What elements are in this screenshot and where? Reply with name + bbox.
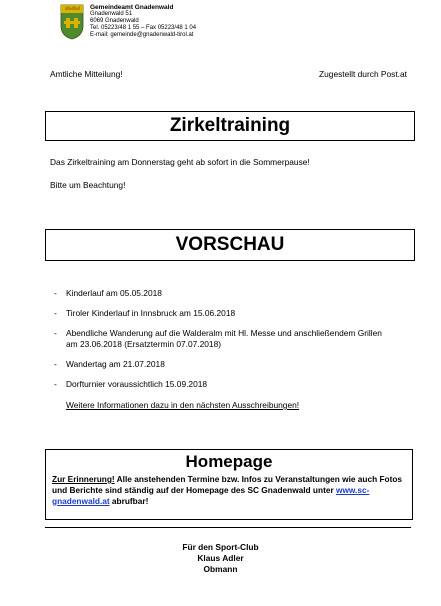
homepage-link[interactable]: www.sc-gnadenwald.at [52,484,370,506]
signature-role: Obmann [203,564,238,574]
list-item-text: Abendliche Wanderung auf die Walderalm mit Hl. Messe und anschließendem Grillen am 23.06.2018 (Ersatztermin 07.07.2018) [66,328,382,349]
delivery-notice: Zugestellt durch Post.at [319,69,407,79]
list-item [54,379,396,390]
preview-title: VORSCHAU [175,234,285,255]
list-dash: - [54,379,57,389]
homepage-title: Homepage [185,452,273,471]
list-dash: - [54,359,57,369]
list-item [54,359,396,370]
list-item-text: Dorfturnier voraussichtlich 15.09.2018 [66,379,208,389]
letterhead-street: Gnadenwald 51 [90,11,133,17]
signature-org: Für den Sport-Club [182,542,259,552]
signature-name: Klaus Adler [197,553,244,563]
homepage-text [52,474,406,506]
coat-of-arms-icon [60,4,84,40]
official-notice: Amtliche Mitteilung! [50,69,123,79]
preview-title-box [45,229,415,261]
homepage-box [45,449,413,520]
list-item-text: Tiroler Kinderlauf in Innsbruck am 15.06.2018 [66,308,236,318]
letterhead-org: Gemeindeamt Gnadenwald [90,4,174,11]
announcement-note: Bitte um Beachtung! [50,180,126,190]
homepage-body: Alle anstehenden Termine bzw. Infos zu Veranstaltungen wie auch Fotos und Berichte sind ständig auf der Homepage des SC Gnadenwald unter [52,474,403,495]
reminder-label: Zur Erinnerung! [52,474,115,484]
list-dash: - [54,308,57,318]
letterhead-email: E-mail: gemeinde@gnadenwald-tirol.at [90,32,194,38]
list-item [54,308,396,319]
announcement-text: Das Zirkeltraining am Donnerstag geht ab sofort in die Sommerpause! [50,157,310,167]
homepage-suffix: abrufbar! [109,495,149,506]
list-item [54,328,386,349]
letterhead-city: 6069 Gnadenwald [90,18,139,24]
letterhead-phone: Tel. 05223/48 1 55 – Fax 05223/48 1 04 [90,25,197,31]
section-title-box [45,111,415,141]
list-item-text: Kinderlauf am 05.05.2018 [66,288,162,298]
list-item [54,288,396,299]
list-item-text: Wandertag am 21.07.2018 [66,359,165,369]
list-dash: - [54,328,57,338]
more-info-link: Weitere Informationen dazu in den nächsten Ausschreibungen! [66,400,300,410]
divider [45,527,411,528]
section-title: Zirkeltraining [169,115,291,136]
list-dash: - [54,288,57,298]
